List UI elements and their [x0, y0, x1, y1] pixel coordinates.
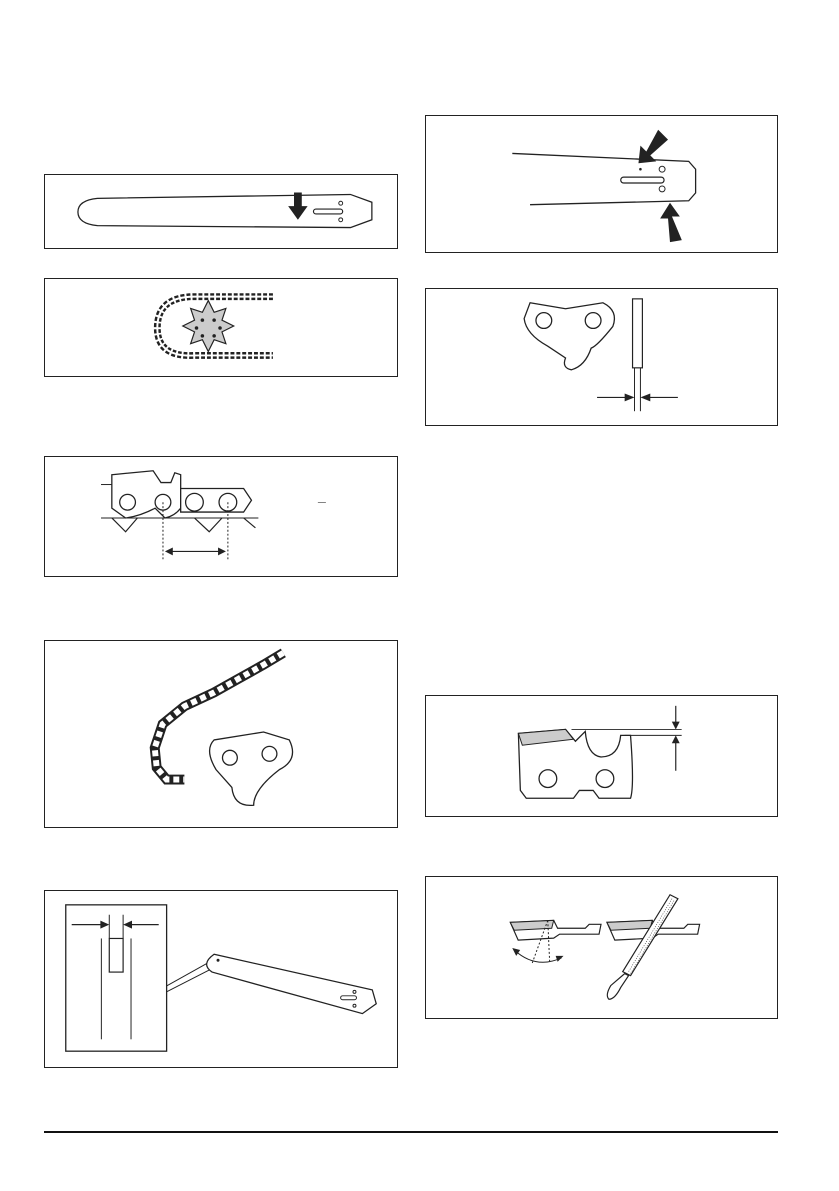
- file-icon: [426, 877, 777, 1018]
- file-angle-figure: [425, 876, 778, 1019]
- sprocket-icon: [45, 279, 397, 376]
- drive-link-icon: [426, 289, 777, 425]
- chain-drive-link-figure: [44, 640, 398, 828]
- guide-bar-icon: [45, 175, 397, 248]
- chain-pitch-figure: [44, 456, 398, 577]
- guide-bar-figure: [44, 174, 398, 249]
- sprocket-chain-figure: [44, 278, 398, 377]
- bar-holes-icon: [426, 116, 777, 252]
- depth-gauge-figure: [425, 695, 778, 817]
- bar-groove-icon: [45, 891, 397, 1067]
- pitch-symbol: _: [318, 488, 326, 504]
- footer-divider: [44, 1131, 778, 1133]
- chain-pitch-icon: [45, 457, 397, 576]
- depth-gauge-icon: [426, 696, 777, 816]
- bar-holes-figure: [425, 115, 778, 253]
- chain-icon: [45, 641, 397, 827]
- bar-groove-figure: [44, 890, 398, 1068]
- drive-link-figure: [425, 288, 778, 426]
